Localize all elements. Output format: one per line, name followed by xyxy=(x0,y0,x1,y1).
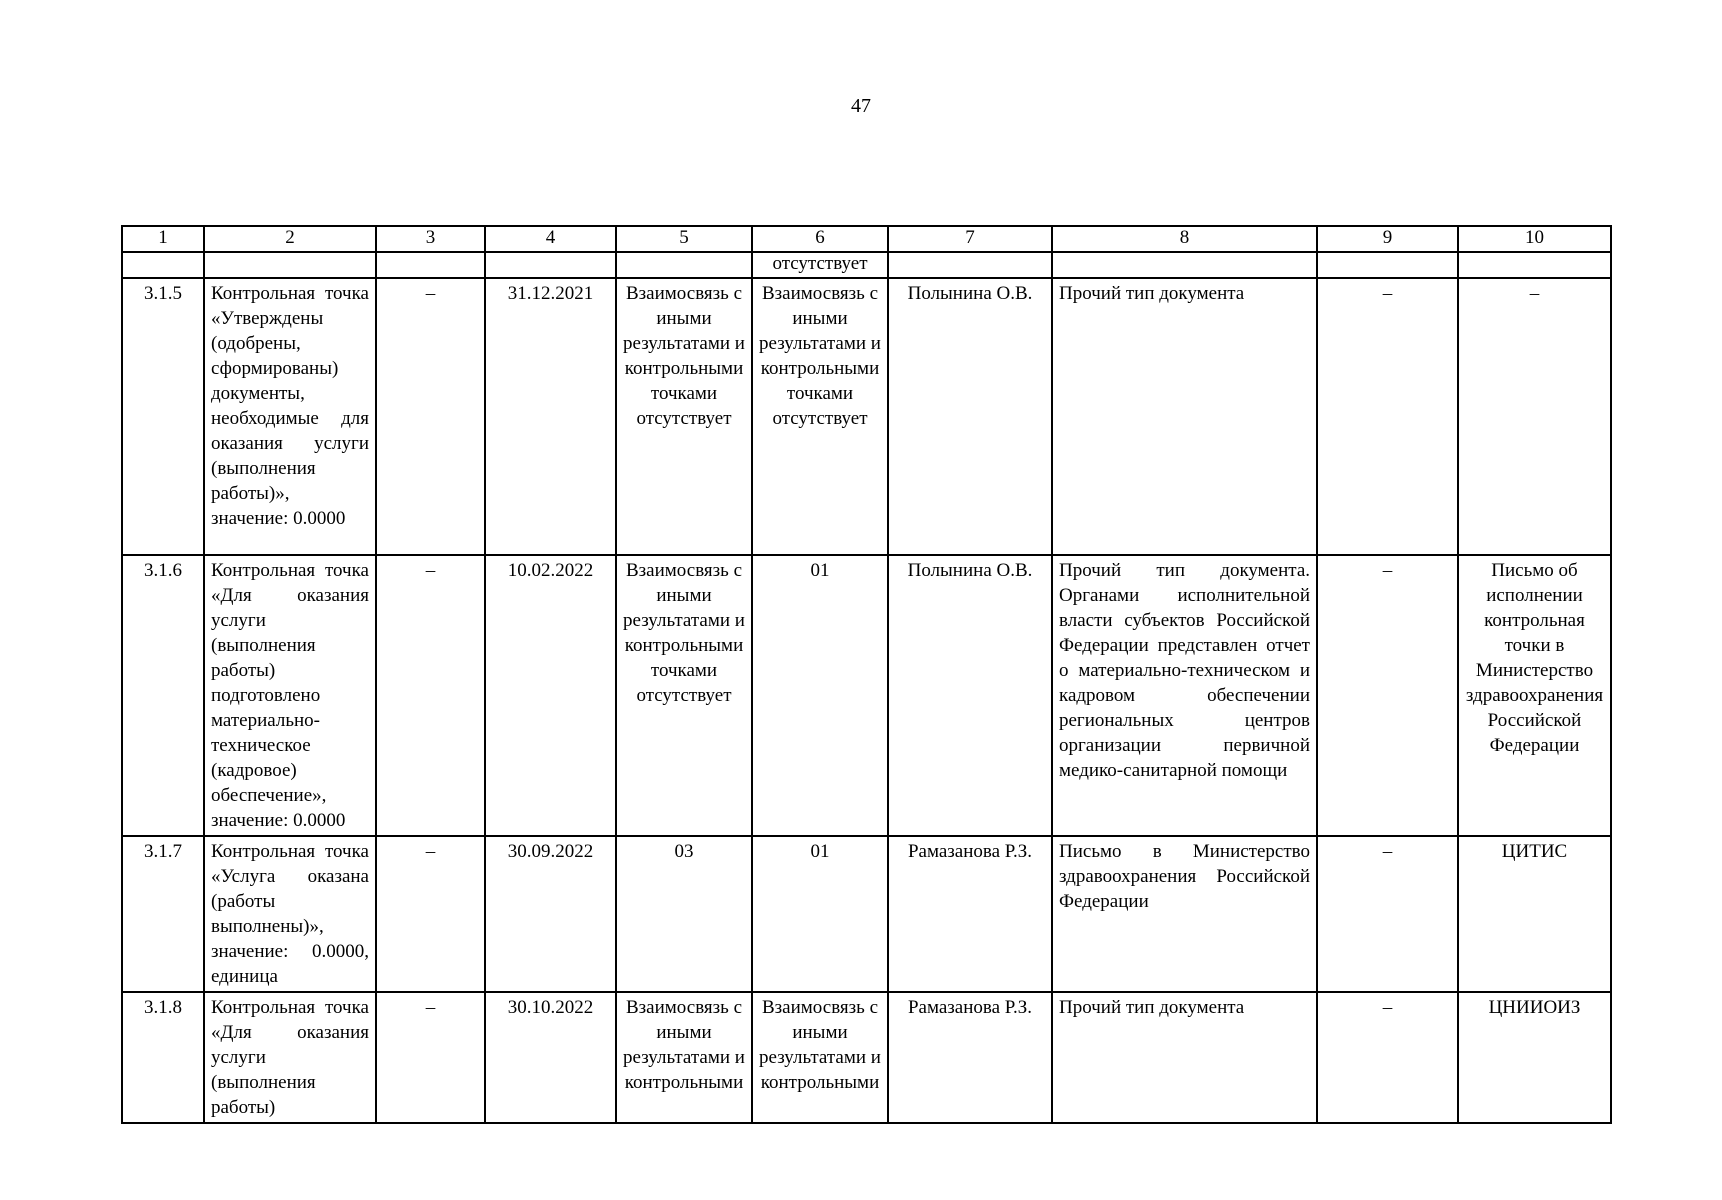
dash-cell: – xyxy=(1317,278,1458,555)
dash-cell: – xyxy=(376,555,485,836)
table-cell xyxy=(888,252,1052,278)
table-cell xyxy=(122,252,204,278)
dash-cell: – xyxy=(1317,555,1458,836)
control-point-name: Контрольная точка «Для оказания услуги (выполнения работы) подготовлено материально-техническое (кадровое) обеспечение», значение: 0.0000 xyxy=(204,555,376,836)
row-number: 3.1.5 xyxy=(122,278,204,555)
date-cell: 30.10.2022 xyxy=(485,992,616,1123)
header-cell: 1 xyxy=(122,226,204,252)
row-number: 3.1.6 xyxy=(122,555,204,836)
dash-cell: – xyxy=(1458,278,1611,555)
header-cell: 9 xyxy=(1317,226,1458,252)
table-cell xyxy=(204,252,376,278)
date-cell: 10.02.2022 xyxy=(485,555,616,836)
responsible-cell: Рамазанова Р.З. xyxy=(888,836,1052,992)
control-point-name: Контрольная точка «Утверждены (одобрены, сформированы) документы, необходимые для оказания услуги (выполнения работы)», значение: 0.0000 xyxy=(204,278,376,555)
document-type-cell: Прочий тип документа. Органами исполнительной власти субъектов Российской Федерации представлен отчет о материально-техническом и кадровом обеспечении региональных центров организации первичной медико-санитарной помощи xyxy=(1052,555,1317,836)
recipient-cell: ЦИТИС xyxy=(1458,836,1611,992)
header-row xyxy=(122,226,1611,252)
dash-cell: – xyxy=(1317,992,1458,1123)
header-cell: 8 xyxy=(1052,226,1317,252)
table-cell xyxy=(1317,252,1458,278)
relation-cell: 01 xyxy=(752,836,888,992)
dash-cell: – xyxy=(376,992,485,1123)
header-cell: 10 xyxy=(1458,226,1611,252)
row-number: 3.1.8 xyxy=(122,992,204,1123)
table-row xyxy=(122,836,1611,992)
table-cell xyxy=(1052,252,1317,278)
dash-cell: – xyxy=(1317,836,1458,992)
document-type-cell: Письмо в Министерство здравоохранения Российской Федерации xyxy=(1052,836,1317,992)
responsible-cell: Рамазанова Р.З. xyxy=(888,992,1052,1123)
document-type-cell: Прочий тип документа xyxy=(1052,278,1317,555)
recipient-cell: ЦНИИОИЗ xyxy=(1458,992,1611,1123)
relation-cell: 01 xyxy=(752,555,888,836)
header-cell: 6 xyxy=(752,226,888,252)
control-points-table xyxy=(121,225,1612,1124)
table-cell xyxy=(485,252,616,278)
dash-cell: – xyxy=(376,278,485,555)
responsible-cell: Полынина О.В. xyxy=(888,555,1052,836)
header-cell: 5 xyxy=(616,226,752,252)
table-row xyxy=(122,555,1611,836)
relation-cell: Взаимосвязь с иными результатами и контрольными точками отсутствует xyxy=(752,278,888,555)
continuation-row xyxy=(122,252,1611,278)
relation-cell: Взаимосвязь с иными результатами и контрольными xyxy=(616,992,752,1123)
recipient-cell: Письмо об исполнении контрольная точки в Министерство здравоохранения Российской Федерации xyxy=(1458,555,1611,836)
relation-cell: 03 xyxy=(616,836,752,992)
continuation-text: отсутствует xyxy=(752,252,888,278)
header-cell: 4 xyxy=(485,226,616,252)
table-row xyxy=(122,278,1611,555)
date-cell: 31.12.2021 xyxy=(485,278,616,555)
relation-cell: Взаимосвязь с иными результатами и контрольными точками отсутствует xyxy=(616,278,752,555)
responsible-cell: Полынина О.В. xyxy=(888,278,1052,555)
relation-cell: Взаимосвязь с иными результатами и контрольными xyxy=(752,992,888,1123)
date-cell: 30.09.2022 xyxy=(485,836,616,992)
header-cell: 7 xyxy=(888,226,1052,252)
page-number: 47 xyxy=(851,95,871,117)
document-type-cell: Прочий тип документа xyxy=(1052,992,1317,1123)
control-point-name: Контрольная точка «Для оказания услуги (выполнения работы) xyxy=(204,992,376,1123)
table-row xyxy=(122,992,1611,1123)
row-number: 3.1.7 xyxy=(122,836,204,992)
control-point-name: Контрольная точка «Услуга оказана (работы выполнены)», значение: 0.0000, единица xyxy=(204,836,376,992)
table-cell xyxy=(376,252,485,278)
header-cell: 2 xyxy=(204,226,376,252)
dash-cell: – xyxy=(376,836,485,992)
relation-cell: Взаимосвязь с иными результатами и контрольными точками отсутствует xyxy=(616,555,752,836)
table-cell xyxy=(616,252,752,278)
table-cell xyxy=(1458,252,1611,278)
header-cell: 3 xyxy=(376,226,485,252)
